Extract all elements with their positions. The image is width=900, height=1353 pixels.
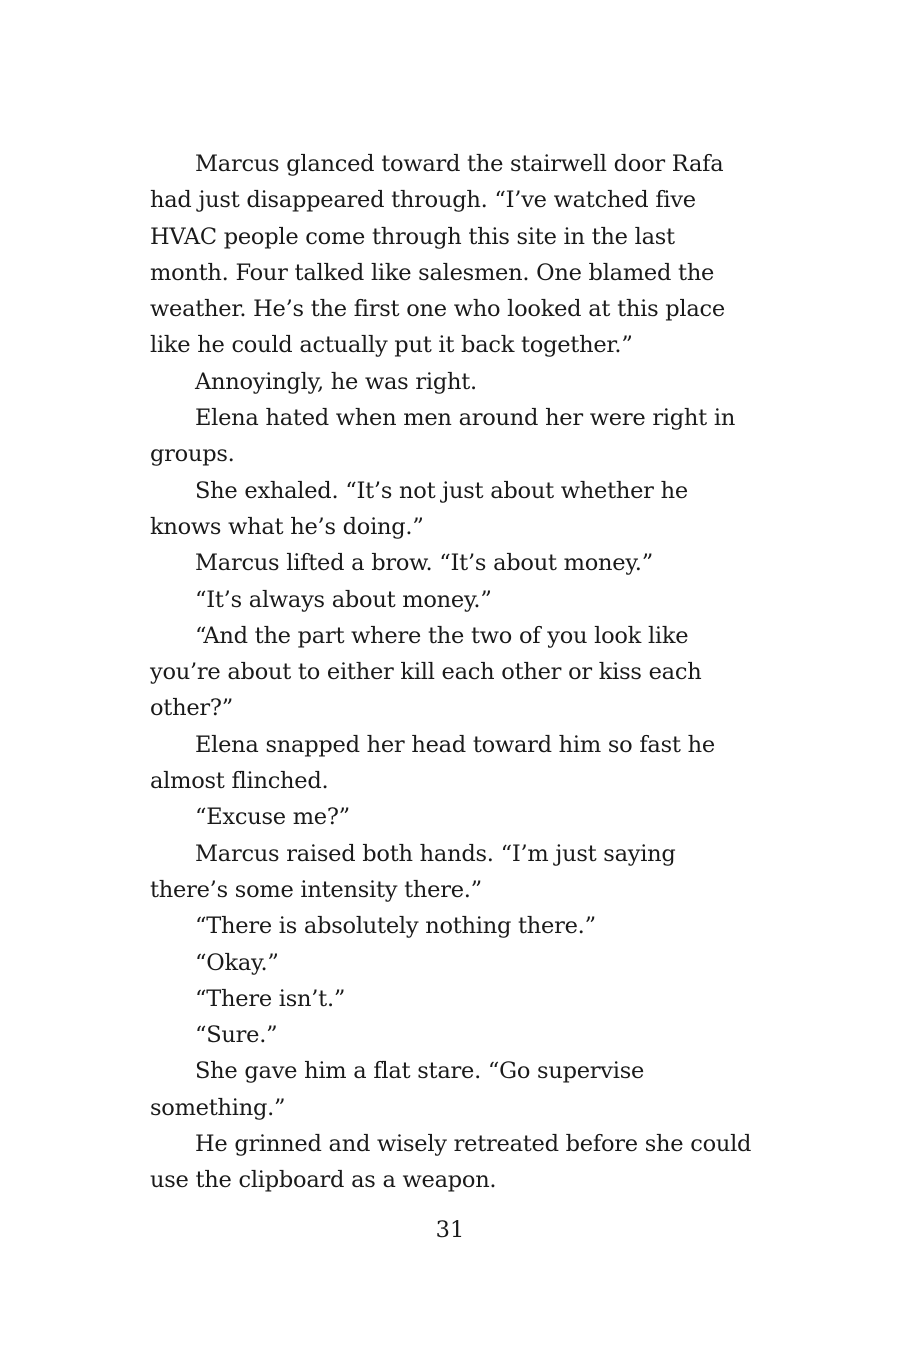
paragraph: Annoyingly, he was right.: [195, 368, 477, 395]
paragraph: She exhaled. “It’s not just about whether he knows what he’s doing.”: [150, 477, 688, 540]
paragraph: Marcus lifted a brow. “It’s about money.”: [195, 550, 653, 577]
paragraph: “And the part where the two of you look like you’re about to either kill each other or kiss each other?”: [150, 622, 702, 722]
paragraph: Elena hated when men around her were right in groups.: [150, 405, 736, 468]
paragraph: Marcus glanced toward the stairwell door Rafa had just disappeared through. “I’ve watched five HVAC people come through this site in the last month. Four talked like salesmen. One blamed the weather. He’s the first one who looked at this place like he could actually put it back together.”: [150, 151, 725, 359]
book-page-body: [150, 146, 754, 1199]
paragraph: “It’s always about money.”: [195, 586, 492, 613]
paragraph: “Sure.”: [195, 1022, 278, 1049]
paragraph: She gave him a flat stare. “Go supervise something.”: [150, 1058, 645, 1121]
paragraph: “Excuse me?”: [195, 804, 350, 831]
paragraph: “Okay.”: [195, 949, 279, 976]
paragraph: “There isn’t.”: [195, 985, 346, 1012]
paragraph: Marcus raised both hands. “I’m just saying there’s some intensity there.”: [150, 840, 676, 903]
paragraph: “There is absolutely nothing there.”: [195, 913, 596, 940]
paragraph: He grinned and wisely retreated before she could use the clipboard as a weapon.: [150, 1131, 752, 1194]
paragraph: Elena snapped her head toward him so fast he almost flinched.: [150, 731, 715, 795]
page-number: 31: [435, 1217, 465, 1243]
